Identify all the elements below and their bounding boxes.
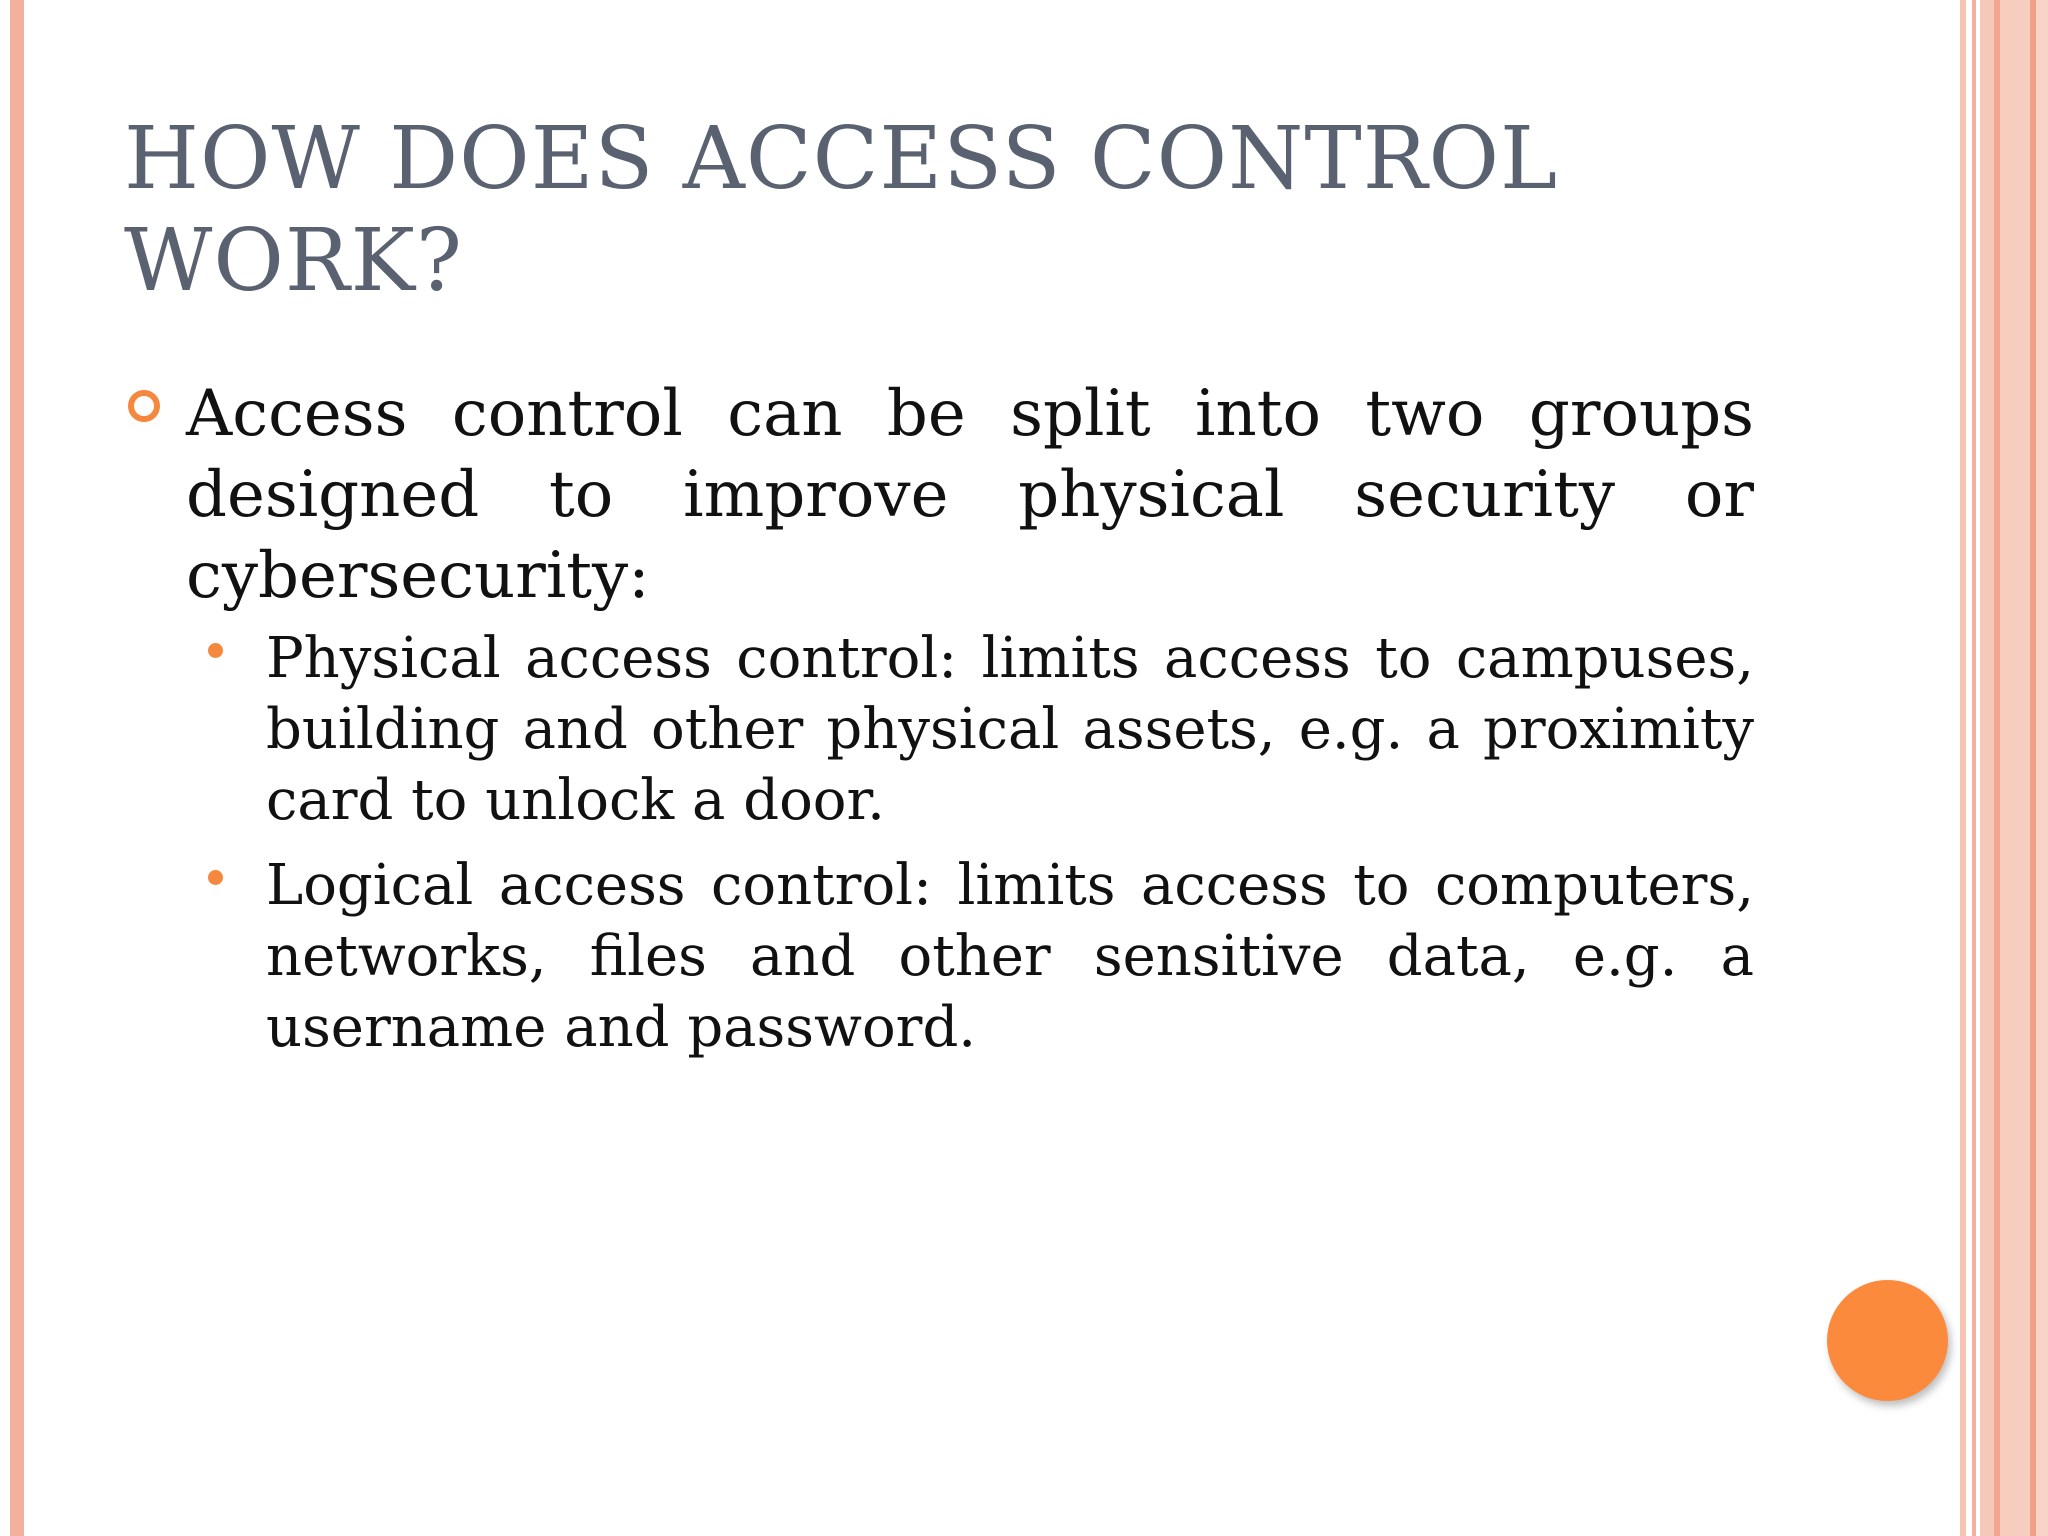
left-decorative-stripe <box>10 0 24 1536</box>
dot-bullet-icon <box>208 870 223 885</box>
sub-bullet-item-physical <box>124 623 1754 836</box>
sub-bullet-text: Physical access control: limits access to campuses, building and other physical assets, e.g. a proximity card to unlock a door. <box>266 626 1754 833</box>
bullet-text: Access control can be split into two groups designed to improve physical security or cybersecurity: <box>186 377 1754 613</box>
right-decorative-stripe <box>2000 0 2030 1536</box>
sub-bullet-item-logical <box>124 850 1754 1063</box>
slide-body <box>124 374 1754 1063</box>
bullet-item <box>124 374 1754 617</box>
sub-bullet-list <box>124 623 1754 1063</box>
dot-bullet-icon <box>208 643 223 658</box>
right-decorative-stripe <box>1960 0 1966 1536</box>
decorative-circle <box>1827 1280 1948 1401</box>
right-decorative-stripe <box>2036 0 2048 1536</box>
right-decorative-stripe <box>1980 0 1994 1536</box>
right-decorative-stripe <box>1972 0 1976 1536</box>
ring-bullet-icon <box>128 390 160 422</box>
sub-bullet-text: Logical access control: limits access to computers, networks, files and other sensitive data, e.g. a username and password. <box>266 853 1754 1060</box>
slide-title: HOW DOES ACCESS CONTROL WORK? <box>124 109 1559 311</box>
